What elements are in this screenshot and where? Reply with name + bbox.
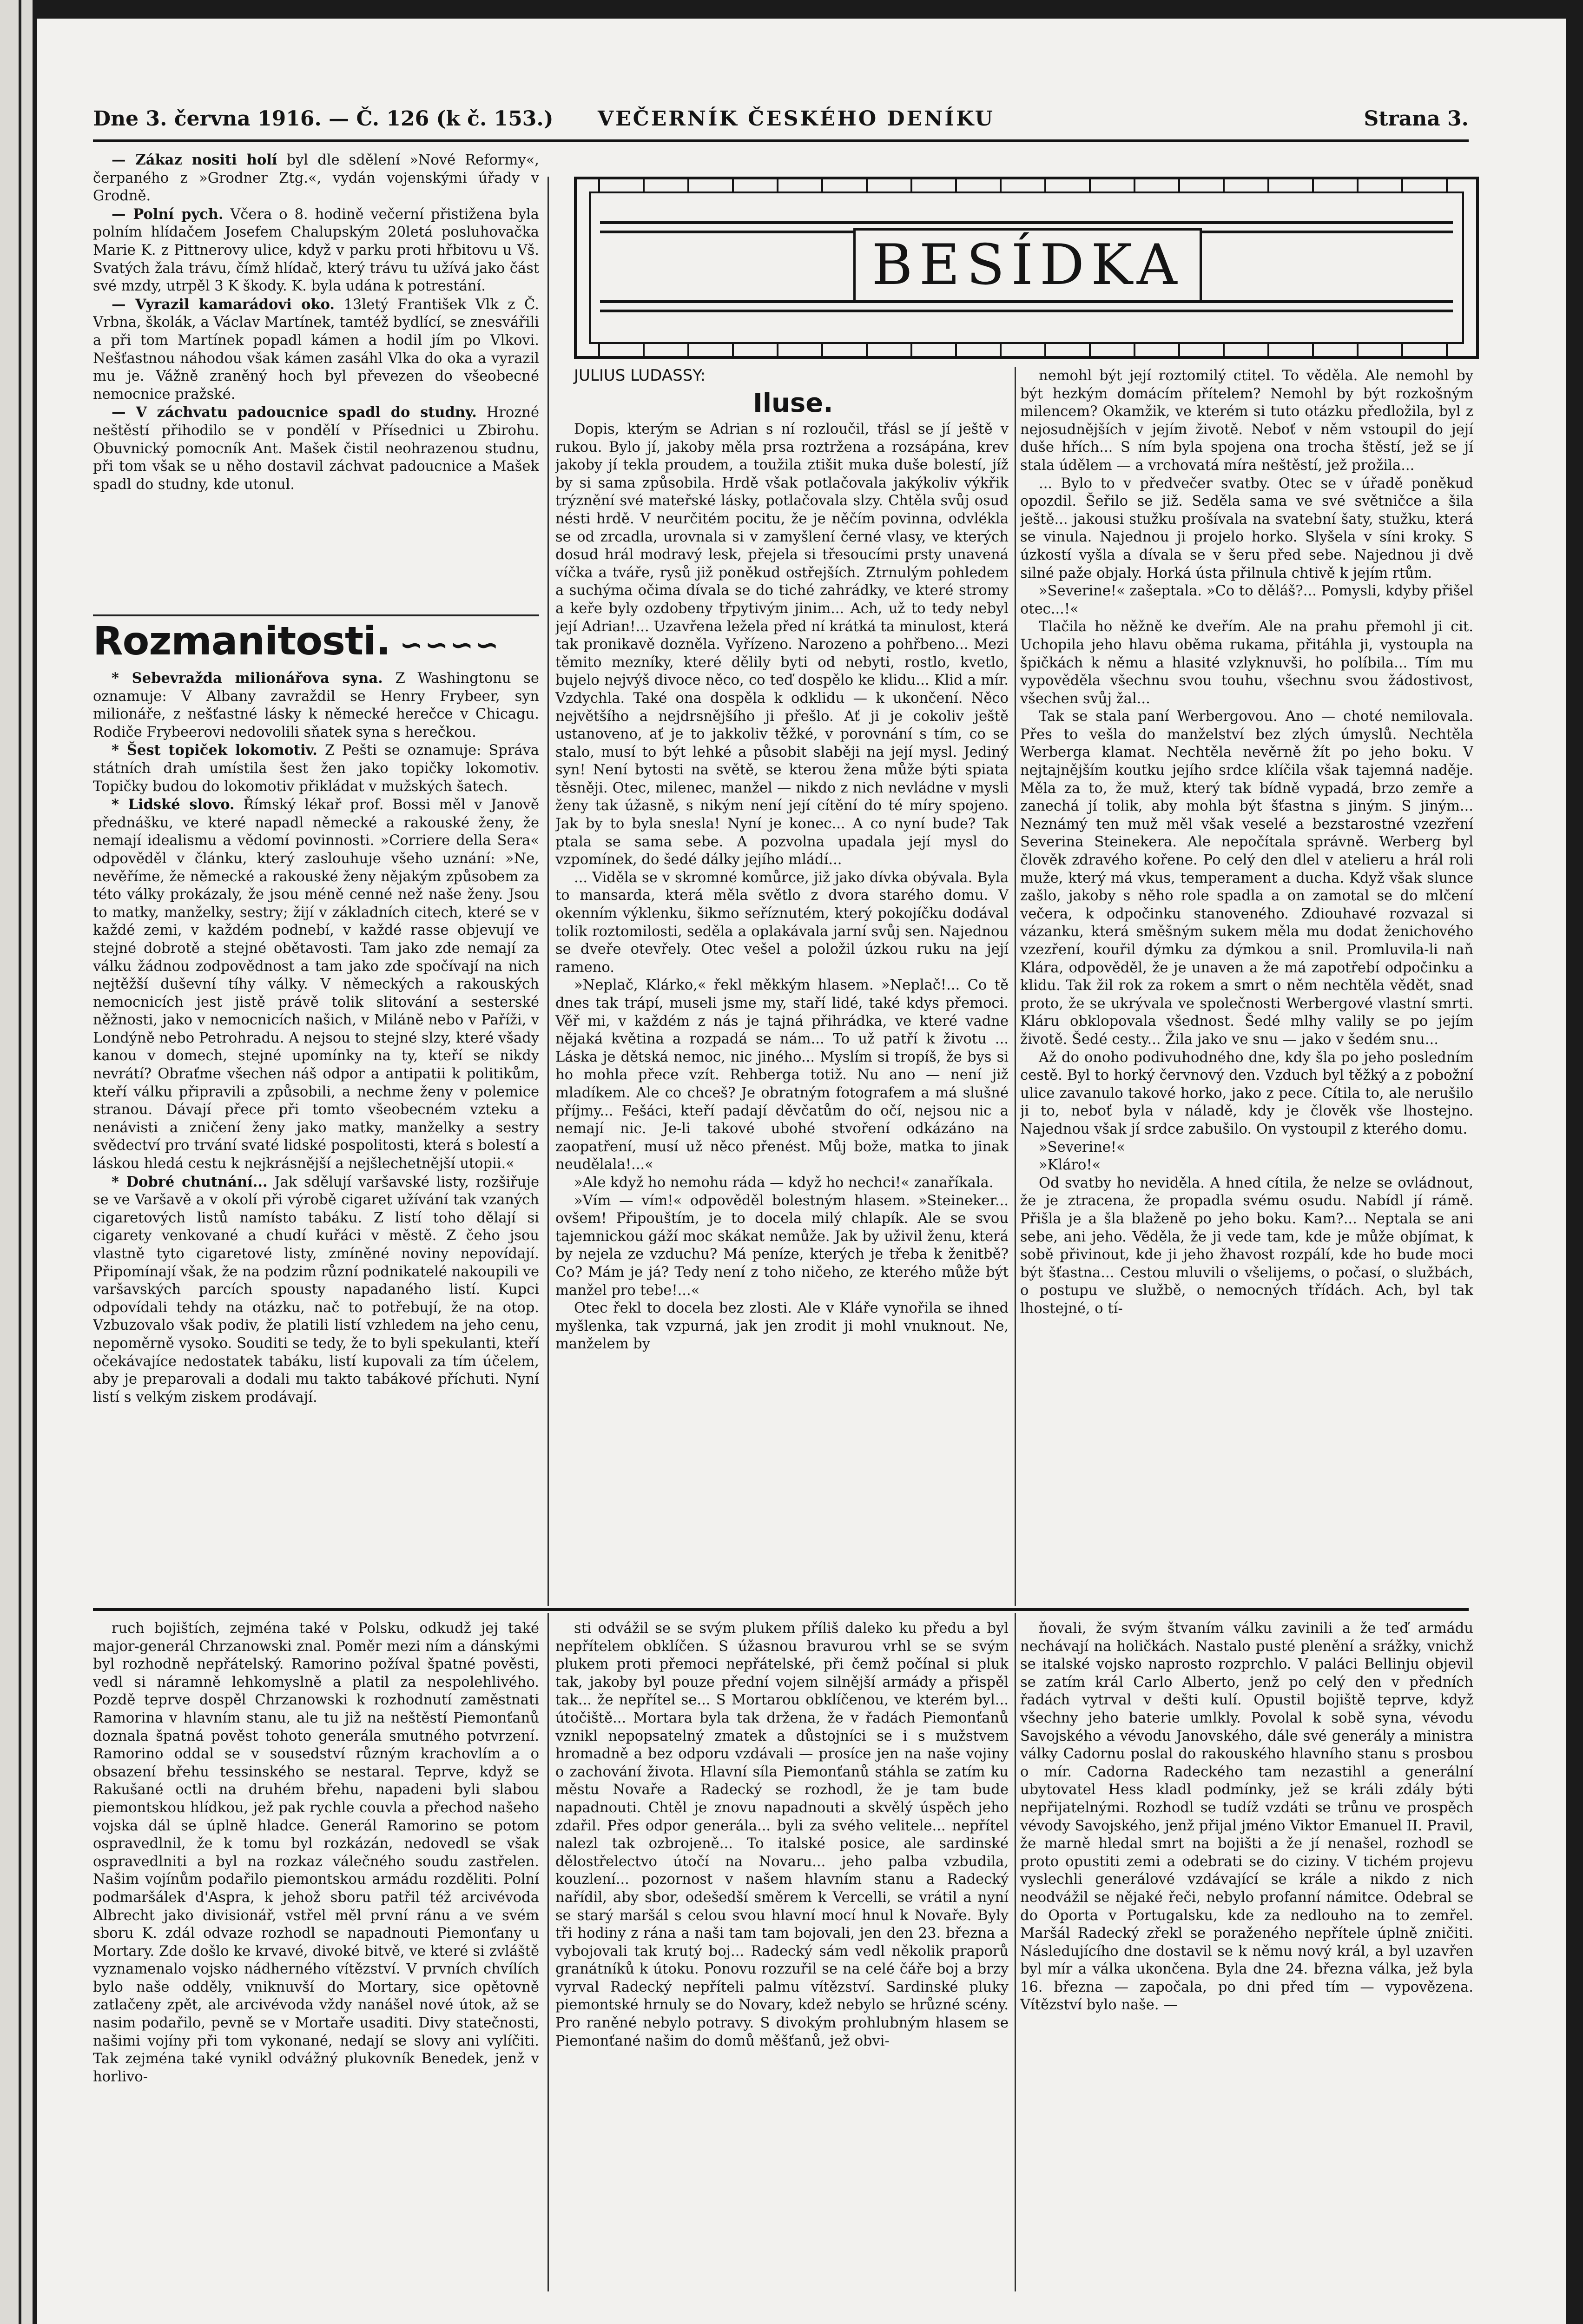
history-paragraph: ňovali, že svým štvaním válku zavinili a že teď armádu nechávají na holičkách. Nastalo pusté plenění a srážky, vnichž se italské vojsko naprosto rozprchlo. V paláci Bellinju objevil se zatím král Carlo Alberto, jenž po celý den v předních řadách vytrval v dešti kulí. Opustil bojiště teprve, když všechny jeho baterie umlkly. Povolal k sobě syna, vévodu Savojského a vévodu Janovského, dále své generály a ministra války Cadornu poslal do rakouského hlavního stanu s prosbou o mír. Cadorna Radeckého tam nezastihl a generální ubytovatel Hess kladl podmínky, jež se králi zdály býti nepřijatelnými. Rozhodl se tudíž vzdáti se trůnu ve prospěch vévody Savojského, jenž přijal jméno Viktor Emanuel II. Pravil, že marně hledal smrt na bojišti a že jí nenašel, rozhodl se proto opustiti zemi a odebrati se do ciziny. V tichém projevu vyslechli generálové vzdávající se krále a nikdo z nich neodvážil se nějaké řeči, nebylo profanní námitce. Odebral se do Oporta v Portugalsku, kde za nedlouho na to zemřel. Maršál Radecký zřekl se poraženého nepřítele úplně zničiti. Následujícího dne dostavil se k němu nový král, a byl uzavřen byl mír a válka ukončena. Byla dne 24. března válka, jež byla 16. března — započala, po dni před tím — vypovězena. Vítězství bylo naše. — (1020, 1620, 1473, 2014)
story-paragraph: Otec řekl to docela bez zlosti. Ale v Kláře vynořila se ihned myšlenka, tak vzpurná, jak jen zrodit ji mohl vnuknout. Ne, manželem by (555, 1300, 1009, 1353)
wave-ornament: ∽∽∽∽ (399, 629, 501, 661)
news-item-lead: — V záchvatu padoucnice spadl do studny. (112, 404, 477, 421)
besidka-header-frame (574, 177, 1479, 359)
masthead (93, 107, 1469, 139)
news-item-text: Římský lékař prof. Bossi měl v Janově přednášku, ve které napadl německé a rakouské ženy, že nemají idealismu a vědomí povinnosti. »Corriere della Sera« odpověděl v článku, který zaslouhuje všeho uznání: »Ne, nevěříme, že německé a rakouské ženy nějakým způsobem za této války prokázaly, že jsou méně cenné než naše ženy. Jsou to matky, manželky, sestry; žijí v základních citech, které se v každé zemi, v každém podnebí, v každé rasse objevují ve stejné dobrotě a stejné obětavosti. Tam jako zde nemají za válku žádnou zodpovědnost a tam jako zde spočívají na nich nejtěžší duševní tíhy války. V německých a rakouských nemocnicích jest jistě právě tolik slitování a sesterské něžnosti, jako v nemocnicích našich, v Miláně nebo v Paříži, v Londýně nebo Petrohradu. A nejsou to stejné slzy, které všady kanou v domech, stejné upomínky na ty, kteří se nikdy nevrátí? Obraťme všechen náš odpor a antipatii k politikům, kteří válku připravili a způsobili, a nechme ženy v polemice stranou. Dávají přece při tomto všeobecném vzteku a nenávisti a zničení ženy jako matky, manželky a sestry svědectví pro trvání svaté lidské pospolitosti, která s bolestí a láskou hledá cestu k nejkrásnější a nejšlechetnější utopii.« (93, 797, 539, 1172)
news-item-lead: — Zákaz nositi holí (112, 152, 277, 168)
news-item-text: Hrozné neštěstí přihodilo se v pondělí v Přísednici u Zbirohu. Obuvnický pomocník Ant. Mašek čistil neohrazenou studnu, při tom však se u něho dostavil záchvat padoucnice a Mašek spadl do studny, kde utonul. (93, 404, 539, 493)
story-column-2 (1020, 367, 1473, 1601)
news-item (93, 205, 539, 296)
news-item-lead: * Šest topiček lokomotiv. (112, 742, 317, 759)
issue-date: Dne 3. června 1916. — Č. 126 (k č. 153.) (93, 107, 554, 131)
story-paragraph: nemohl být její roztomilý ctitel. To věděla. Ale nemohl by být hezkým domácím přítelem? Nemohl by být rozkošným milencem? Okamžik, ve kterém si tuto otázku předložila, byl z nejosudnějších v jejím životě. Neboť v něm vstoupil do její duše hřích... S ním byla spojena ona trocha štěstí, jež se jí stala údělem — a vrchovatá míra neštěstí, jež prožila... (1020, 368, 1473, 474)
news-item-lead: * Sebevražda milionářova syna. (112, 670, 383, 687)
news-item (93, 1173, 539, 1407)
column-rule (1015, 367, 1016, 1606)
story-paragraph: »Neplač, Klárko,« řekl měkkým hlasem. »Neplač!... Co tě dnes tak trápí, museli jsme my, staří lidé, také kdys přemoci. Věř mi, v každém z nás je tajná přihrádka, ve které vadne nějaká květina a rozpadá se nám... To už patří k životu ... Láska je dětská nemoc, nic jiného... Myslím si tropíš, že bys si ho mohla přece vzít. Rehberga totiž. Nu ano — není již mladíkem. Ale co chceš? Je obratným fotografem a má slušné příjmy... Fešáci, kteří padají děvčatům do očí, nejsou nic a nemají nic. Je-li takové ubohé stvoření odkázáno na zaopatření, musí už něco přenést. Můj bože, matka to jinak neudělala!...« (555, 977, 1009, 1173)
local-news-column (93, 151, 539, 634)
news-item-lead: * Lidské slovo. (112, 796, 235, 813)
history-column-2 (555, 1620, 1009, 2291)
news-item-lead: — Polní pych. (112, 205, 224, 223)
story-paragraph: »Severine!« (1039, 1139, 1125, 1155)
story-paragraph: »Ale když ho nemohu ráda — když ho nechci!« zanaříkala. (574, 1174, 994, 1191)
history-paragraph: sti odvážil se se svým plukem příliš daleko ku předu a byl nepřítelem obklíčen. S úžasnou bravurou vrhl se se svým plukem proti přemoci nepřátelské, při čemž počínal si pluk tak, jakoby byl pouze přední vojem silnější armády a přispěl tak... že nepřítel se... S Mortarou obklíčenou, ve kterém byl... útočiště... Mortara byla tak držena, že v řadách Piemonťanů vznikl nepopsatelný zmatek a důstojníci se i s mužstvem hromadně a bez odporu vzdávali — prosíce jen na naše vojiny o zachování života. Hlavní síla Piemonťanů stáhla se zatím ku městu Novaře a Radecký se rozhodl, že je tam bude napadnouti. Chtěl je znovu napadnouti a skvělý úspěch jeho zdařil. Přes odpor generála... byli za svého velitele... nepřítel nalezl tak ozbrojeně... To italské posice, ale sardinské dělostřelectvo útočí na Novaru... jeho palba vzbudila, kouzlení... pozornost v našem hlavním stanu a Radecký nařídil, aby sbor, odešedší směrem k Vercelli, se vrátil a nyní se starý maršál s celou svou hlavní mocí hnul k Novaře. Byly tři hodiny z rána a naši tam tam bojovali, jen den 23. března a vybojovali tak krutý boj... Radecký sám vedl několik praporů granátníků k útoku. Ponovu rozzuřil se na celé čáře boj a brzy vyrval Radecký nepříteli palmu vítězství. Sardinské pluky piemontské hrnuly se do Novary, kdež nebylo se hrůzné scény. Pro raněné nebylo potravy. S divokým prohlubným hlasem se Piemonťané našim do domů měšťanů, jež obvi- (555, 1620, 1009, 2049)
besidka-title: BESÍDKA (853, 228, 1202, 303)
column-rule (547, 1613, 549, 2291)
story-title: Iluse. (753, 388, 833, 418)
newspaper-title: VEČERNÍK ČESKÉHO DENÍKU (598, 107, 995, 131)
story-column-1 (555, 421, 1009, 1601)
history-column-3 (1020, 1620, 1473, 2131)
adjacent-page-edge (0, 0, 33, 2324)
story-paragraph: Od svatby ho neviděla. A hned cítila, že nelze se ovládnout, že je ztracena, že propadla svému osudu. Nabídl jí rámě. Přišla je a šla blaženě po jeho boku. Kam?... Neptala se ani sebe, ani jeho. Věděla, že ji vede tam, kde je může objímat, k sobě přivinout, kde ji jeho žhavost rozpálí, kde ho bude moci být šťastna... Cestou mluvili o všelijems, o počasí, o službách, o postupu ve službě, o nemocných třídách. Ach, byl tak lhostejné, o tí- (1020, 1175, 1473, 1317)
news-item (93, 669, 539, 741)
news-item (93, 403, 539, 494)
story-paragraph: Tlačila ho něžně ke dveřím. Ale na prahu přemohl ji cit. Uchopila jeho hlavu oběma rukama, přitáhla ji, vystoupla na špičkách k němu a hlasité vzlyknuvši, ho políbila... Tím mu vypověděla všechnu svou touhu, všechnu svou žádostivost, všechen svůj žal... (1020, 619, 1473, 707)
miscellany-column (93, 669, 539, 1606)
news-item-text: Z Pešti se oznamuje: Správa státních drah umístila šest žen jako topičky lokomotiv. Topičky budou do lokomotiv přikládat v mužských šatech. (93, 742, 539, 795)
story-author: JULIUS LUDASSY: (574, 366, 706, 385)
news-item-lead: — Vyrazil kamarádovi oko. (112, 296, 335, 313)
story-paragraph: ... Bylo to v předvečer svatby. Otec se v úřadě poněkud opozdil. Šeřilo se již. Seděla sama ve své světničce a šila ještě... jakousi stužku prošívala na svatební šaty, stužku, která se vinula. Najednou ji projelo horko. Slyšela v síni kroky. S úzkostí vyšla a dívala se v šeru před sebe. Najednou ji dvě silné paže objaly. Horká ústa přilnula chtivě k jejím rtům. (1020, 475, 1473, 581)
page-number: Strana 3. (1364, 107, 1469, 131)
history-column-1 (93, 1620, 539, 2291)
news-item-text: Z Washingtonu se oznamuje: V Albany zavraždil se Henry Frybeer, syn milionáře, z nešťastné lásky k německé herečce v Chicagu. Rodiče Frybeerovi nedovolili sňatek syna s herečkou. (93, 670, 539, 740)
news-item (93, 796, 539, 1173)
story-paragraph: Dopis, kterým se Adrian s ní rozloučil, třásl se jí ještě v rukou. Bylo jí, jakoby měla prsa roztržena a rozsápána, krev jakoby jí tekla proudem, a toužila ztišit muka duše bolestí, jíž by si sama způsobila. Hrdě však potlačovala jakýkoliv výkřik trýznění své mateřské lásky, potlačovala slzy. Chtěla svůj osud nésti hrdě. V neurčitém pocitu, že je něčím povinna, odvlékla se od zrcadla, urovnala si v zamyšlení černé vlasy, ve kterých dosud hrál modravý lesk, přejela si třesoucími prsty unavená víčka a tváře, rysů již poněkud ostřejších. Ztrnulým pohledem a suchýma očima dívala se do tiché zahrádky, ve které stromy a keře byly ozdobeny třpytivým jinim... Ach, už to tedy nebyl její Adrian!... Uzavřena ležela před ní krátká ta minulost, která tak pronikavě dozněla. Vyřízeno. Narozeno a pohřbeno... Mezi těmito mezníky, které dělily byti od nebyti, rostlo, kvetlo, bujelo nejvýš divoce něco, co teď dospělo ke klidu... Klid a mír. Vzdychla. Také ona dospěla k odklidu — k ukončení. Něco největšího a nejdrsnějšího ji přešlo. Ať ji je cokoliv ještě ustanoveno, ať je to jakkoliv těžké, v porovnání s tím, co se stalo, musí to být lehké a působit slaběji na její mysl. Jediný syn! Není bytosti na světě, se kterou žena může býti spiata těsněji. Otec, milenec, manžel — nikdo z nich nevládne v mysli ženy tak úžasně, s nikým není její cítění do té míry spojeno. Jak by to byla snesla! Nyní je konec... A co nyní bude? Tak ptala se sama sebe. A pozvolna upadala její mysl do vzpomínek, do šedé dálky jejího mládí... (555, 421, 1009, 868)
news-item-text: Jak sdělují varšavské listy, rozšiřuje se ve Varšavě a v okolí při výrobě cigaret užívání tak vzaných cigaretových listů namísto tabáku. Z listí toho dělají si cigarety venkované a chudí kuřáci v městě. Z čeho jsou vlastně tyto cigaretové listy, zmíněné noviny nepovídají. Připomínají však, že na podzim různí podnikatelé nakoupili ve varšavských parcích spousty napadaného listí. Kupci odpovídali tehdy na otázku, nač to potřebují, že na otop. Vzbuzovalo však podiv, že platili listí vzhledem na jeho cenu, nepoměrně vysoko. Souditi se tedy, že to byli spekulanti, kteří očekávajíce nedostatek tabáku, listí kupovali za tím účelem, aby je preparovali a dodali mu takto tabákové příchuti. Nyní listí s velkým ziskem prodávají. (93, 1174, 539, 1406)
news-item (93, 741, 539, 796)
decorative-bar (600, 310, 1453, 312)
news-item-lead: * Dobré chutnání... (112, 1173, 268, 1190)
news-item-text: byl dle sdělení »Nové Reformy«, čerpaného z »Grodner Ztg.«, vydán vojenskými úřady v Grodně. (93, 152, 539, 205)
story-paragraph: »Kláro!« (1039, 1157, 1101, 1174)
news-item (93, 296, 539, 404)
column-rule (1015, 1613, 1016, 2291)
story-paragraph: »Vím — vím!« odpověděl bolestným hlasem. »Steineker... ovšem! Připouštím, je to docela milý chlapík. Ale se svou tajemnickou gáží moc skákat nemůže. Jak by uživil ženu, která by nejela ze vzduchu? Má peníze, kterých je třeba k ženitbě? Co? Mám je já? Tedy není z toho ničeho, ze kterého může být manžel pro tebe!...« (555, 1192, 1009, 1299)
feuilleton-rule (93, 1608, 1469, 1611)
section-title: Rozmanitosti. (93, 618, 390, 664)
section-divider (93, 614, 539, 616)
news-item-text: Včera o 8. hodině večerní přistižena byla polním hlídačem Josefem Chalupským 20letá posluhovačka Marie K. z Pittnerovy ulice, když v parku proti hřbitovu u Vš. Svatých žala trávu, čímž hlídač, který trávu tu užívá jako část své mzdy, utrpěl 3 K škody. K. byla udána k potrestání. (93, 206, 539, 295)
story-paragraph: Až do onoho podivuhodného dne, kdy šla po jeho posledním cestě. Byl to horký červnový den. Vzduch byl těžký a z pobožní ulice zavanulo takové horko, jako z pece. Cítila to, ale nerušilo ji to, neboť byla v náladě, kdy je člověk vše lhostejno. Najednou však jí srdce zabušilo. On vystoupil z kterého domu. (1020, 1049, 1473, 1137)
news-item-text: 13letý František Vlk z Č. Vrbna, školák, a Václav Martínek, tamtéž bydlící, se znesvářili a při tom Martínek popadl kámen a hodil jím po Vlkovi. Nešťastnou náhodou však kámen zasáhl Vlka do oka a vyrazil mu je. Vážně zraněný hoch byl převezen do všeobecné nemocnice pražské. (93, 296, 539, 403)
history-paragraph: ruch bojištích, zejména také v Polsku, odkudž jej také major-generál Chrzanowski znal. Poměr mezi ním a dánskými byl rozhodně nepřátelský. Ramorino požíval špatné pověsti, vedl si náramně lehkomyslně a platil za nespolehlivého. Pozdě teprve dospěl Chrzanowski k rozhodnutí zaměstnati Ramorina v hlavním stanu, ale tu již na neštěstí Piemonťanů doznala špatná pověst tohoto generála smutného potvrzení. Ramorino oddal se v sousedství různým krachovlím a o obsazení břehu tessinského se nestaral. Teprve, když se Rakušané octli na druhém břehu, napadeni byli slabou piemontskou hlídkou, jež pak rychle couvla a přechod našeho vojska dál se úplně hladce. Generál Ramorino se potom ospravedlnil, že k tomu byl rozkázán, nedovedl se však ospravedlniti a byl na rozkaz válečného soudu zastřelen. Našim vojínům podařilo piemontskou armádu rozděliti. Polní podmaršálek d'Aspra, k jehož sboru patřil též arcivévoda Albrecht jako divisionář, vstřel měl první ránu a ve svém sboru K. zdál odvaze rozhodl se napadnouti Piemonťany u Mortary. Zde došlo ke krvavé, divoké bitvě, ve které si zvláště vyznamenalo vojsko nádherného vítězství. V prvních chvílích bylo naše odděly, vniknuvší do Mortary, sice opětovně zatlačeny zpět, ale arcivévoda vždy nanášel nové útok, až se nasim podařilo, pevně se v Mortaře usaditi. Divy statečnosti, našimi vojíny při tom vykonané, nedají se slovy ani vylíčiti. Tak zejména také vynikl odvážný plukovník Benedek, jenž v horlivo- (93, 1620, 539, 2085)
section-heading (93, 618, 539, 669)
news-item (93, 151, 539, 205)
story-paragraph: ... Viděla se v skromné komůrce, již jako dívka obývala. Byla to mansarda, která měla světlo z dvora starého domu. V okenním výklenku, šikmo seříznutém, který pokojíčku dodával tolik roztomilosti, seděla a oplakávala jarní svůj sen. Najednou se dveře otevřely. Otec vešel a položil úzkou ruku na její rameno. (555, 869, 1009, 976)
decorative-bar (600, 221, 1453, 224)
masthead-rule (93, 139, 1469, 142)
story-paragraph: Tak se stala paní Werbergovou. Ano — choté nemilovala. Přes to vešla do manželství bez zlých úmyslů. Nechtěla Werberga klamat. Nechtěla nevěrně žít po jeho boku. V nejtajnějším koutku jejího srdce klíčila však tajemná naděje. Měla za to, že muž, který tak bídně vypadá, brzo zemře a zanechá jí tolik, aby mohla být šťastna s jiným. S jiným... Neznámý ten muž měl však veselé a bezstarostné vzezření Severina Steinekera. Ale nepočítala správně. Werberg byl člověk zdravého kořene. Po celý den dlel v atelieru a hrál roli muže, který má vkus, temperament a ducha. Když však slunce zašlo, jakoby s něho role spadla a on zamotal se do mlčení večera, k odpočinku stanoveného. Zdiouhavé rozvazal si vázanku, která směšným sukem měla mu dodat ženichového vzezření, kouřil dýmku za dýmkou a snil. Promluvila-li naň Klára, odpověděl, že je unaven a že má zapotřebí odpočinku a klidu. Tak žil rok za rokem a smrt o něm nechtěla vědět, snad proto, že se ukrývala ve společnosti Werbergové vlastní smrti. Kláru obklopovala všednost. Šedé mlhy valily se po jejím životě. Šedé cesty... Žila jako ve snu — jako v šedém snu... (1020, 708, 1473, 1048)
story-paragraph: »Severine!« zašeptala. »Co to děláš?... Pomysli, kdyby přišel otec...!« (1020, 583, 1473, 617)
column-rule (547, 177, 549, 1606)
